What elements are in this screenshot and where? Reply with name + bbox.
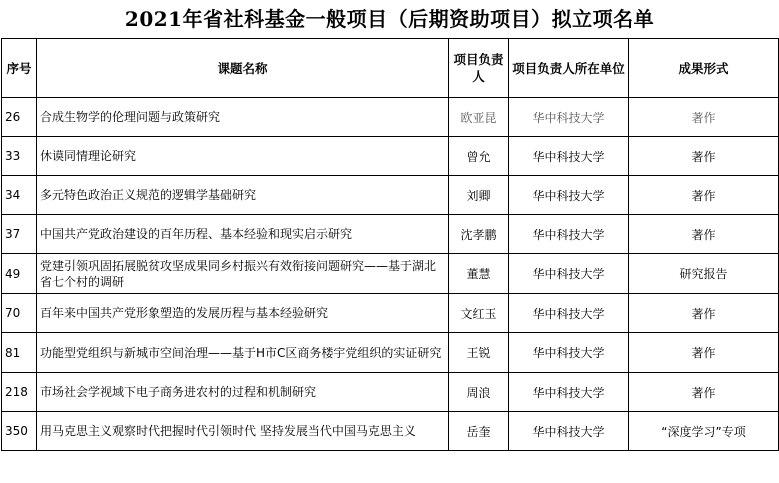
row-no: 350 [2,412,37,451]
header-topic: 课题名称 [37,39,449,98]
row-topic: 功能型党组织与新城市空间治理——基于H市C区商务楼宇党组织的实证研究 [37,333,449,373]
row-unit: 华中科技大学 [509,176,629,215]
header-leader: 项目负责人 [449,39,509,98]
row-leader: 王锐 [449,333,509,373]
table-row [2,137,779,176]
row-unit: 华中科技大学 [509,333,629,373]
row-leader: 刘卿 [449,176,509,215]
row-unit: 华中科技大学 [509,412,629,451]
row-form: 著作 [629,333,779,373]
row-topic: 市场社会学视域下电子商务进农村的过程和机制研究 [37,373,449,412]
table-row [2,254,779,294]
row-leader: 岳奎 [449,412,509,451]
header-form: 成果形式 [629,39,779,98]
page-title: 2021年省社科基金一般项目（后期资助项目）拟立项名单 [124,7,655,31]
row-unit: 华中科技大学 [509,137,629,176]
row-topic: 合成生物学的伦理问题与政策研究 [37,98,449,137]
row-topic: 用马克思主义观察时代把握时代引领时代 坚持发展当代中国马克思主义 [37,412,449,451]
row-leader: 文红玉 [449,294,509,333]
row-no: 218 [2,373,37,412]
header-no: 序号 [2,39,37,98]
header-unit: 项目负责人所在单位 [509,39,629,98]
row-leader: 欧亚昆 [449,98,509,137]
row-leader: 沈孝鹏 [449,215,509,254]
row-topic: 休谟同情理论研究 [37,137,449,176]
row-no: 37 [2,215,37,254]
project-table [1,38,779,451]
row-form: 著作 [629,215,779,254]
row-unit: 华中科技大学 [509,98,629,137]
row-form: 著作 [629,373,779,412]
row-no: 70 [2,294,37,333]
row-topic: 中国共产党政治建设的百年历程、基本经验和现实启示研究 [37,215,449,254]
row-form: 著作 [629,98,779,137]
row-topic: 百年来中国共产党形象塑造的发展历程与基本经验研究 [37,294,449,333]
row-no: 81 [2,333,37,373]
row-topic: 党建引领巩固拓展脱贫攻坚成果同乡村振兴有效衔接问题研究——基于湖北省七个村的调研 [37,254,449,294]
row-no: 26 [2,98,37,137]
row-form: 著作 [629,294,779,333]
row-unit: 华中科技大学 [509,373,629,412]
row-unit: 华中科技大学 [509,294,629,333]
table-row [2,176,779,215]
row-unit: 华中科技大学 [509,215,629,254]
row-topic: 多元特色政治正义规范的逻辑学基础研究 [37,176,449,215]
row-form: 著作 [629,176,779,215]
table-row [2,294,779,333]
table-row [2,215,779,254]
table-row [2,98,779,137]
row-form: “深度学习”专项 [629,412,779,451]
table-row [2,373,779,412]
row-no: 34 [2,176,37,215]
table-header-row [2,39,779,98]
row-form: 研究报告 [629,254,779,294]
row-no: 49 [2,254,37,294]
table-row [2,412,779,451]
table-row [2,333,779,373]
row-leader: 曾允 [449,137,509,176]
row-no: 33 [2,137,37,176]
row-leader: 周浪 [449,373,509,412]
row-leader: 董慧 [449,254,509,294]
row-unit: 华中科技大学 [509,254,629,294]
row-form: 著作 [629,137,779,176]
